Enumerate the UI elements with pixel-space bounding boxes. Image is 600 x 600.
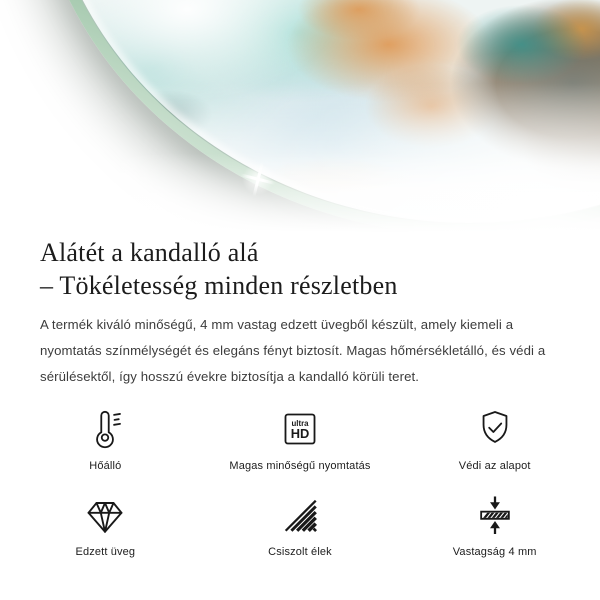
- product-hero-image: [0, 0, 600, 232]
- feature-protects-base: [397, 406, 592, 474]
- ultra-hd-icon: [279, 408, 321, 450]
- diamond-icon: [83, 496, 127, 536]
- feature-polished-edges: [203, 492, 398, 560]
- page-title: [0, 236, 600, 302]
- feature-heat-resistant: [8, 406, 203, 474]
- page-title-line2: – Tökéletesség minden részletben: [40, 271, 398, 300]
- feature-label: Hőálló: [89, 460, 122, 472]
- svg-text:ultra: ultra: [291, 419, 309, 429]
- shield-check-icon: [474, 408, 516, 450]
- feature-label: Edzett üveg: [75, 546, 136, 558]
- product-description-text: A termék kiváló minőségű, 4 mm vastag edzett üvegből készült, amely kiemeli a nyomtatás színmélységét és elegáns fényt biztosít. Magas hőmérsékletálló, és védi a sérülésektől, így hosszú évekre biztosítja a kandalló körüli teret.: [40, 317, 546, 384]
- feature-ultra-hd-print: [203, 406, 398, 474]
- page-title-line1: Alátét a kandalló alá: [40, 238, 259, 267]
- thermometer-icon: [84, 408, 126, 450]
- polished-edges-icon: [279, 494, 321, 536]
- glass-plate-print-surface: [41, 0, 600, 224]
- svg-text:HD: HD: [290, 426, 310, 442]
- feature-tempered-glass: [8, 492, 203, 560]
- feature-thickness-4mm: [397, 492, 592, 560]
- feature-label: Vastagság 4 mm: [452, 546, 537, 558]
- feature-label: Magas minőségű nyomtatás: [229, 460, 371, 472]
- feature-label: Csiszolt élek: [268, 546, 332, 558]
- feature-label: Védi az alapot: [458, 460, 531, 472]
- glass-plate-edge: [30, 0, 600, 232]
- features-grid: [0, 406, 600, 560]
- thickness-4mm-icon: [474, 494, 516, 536]
